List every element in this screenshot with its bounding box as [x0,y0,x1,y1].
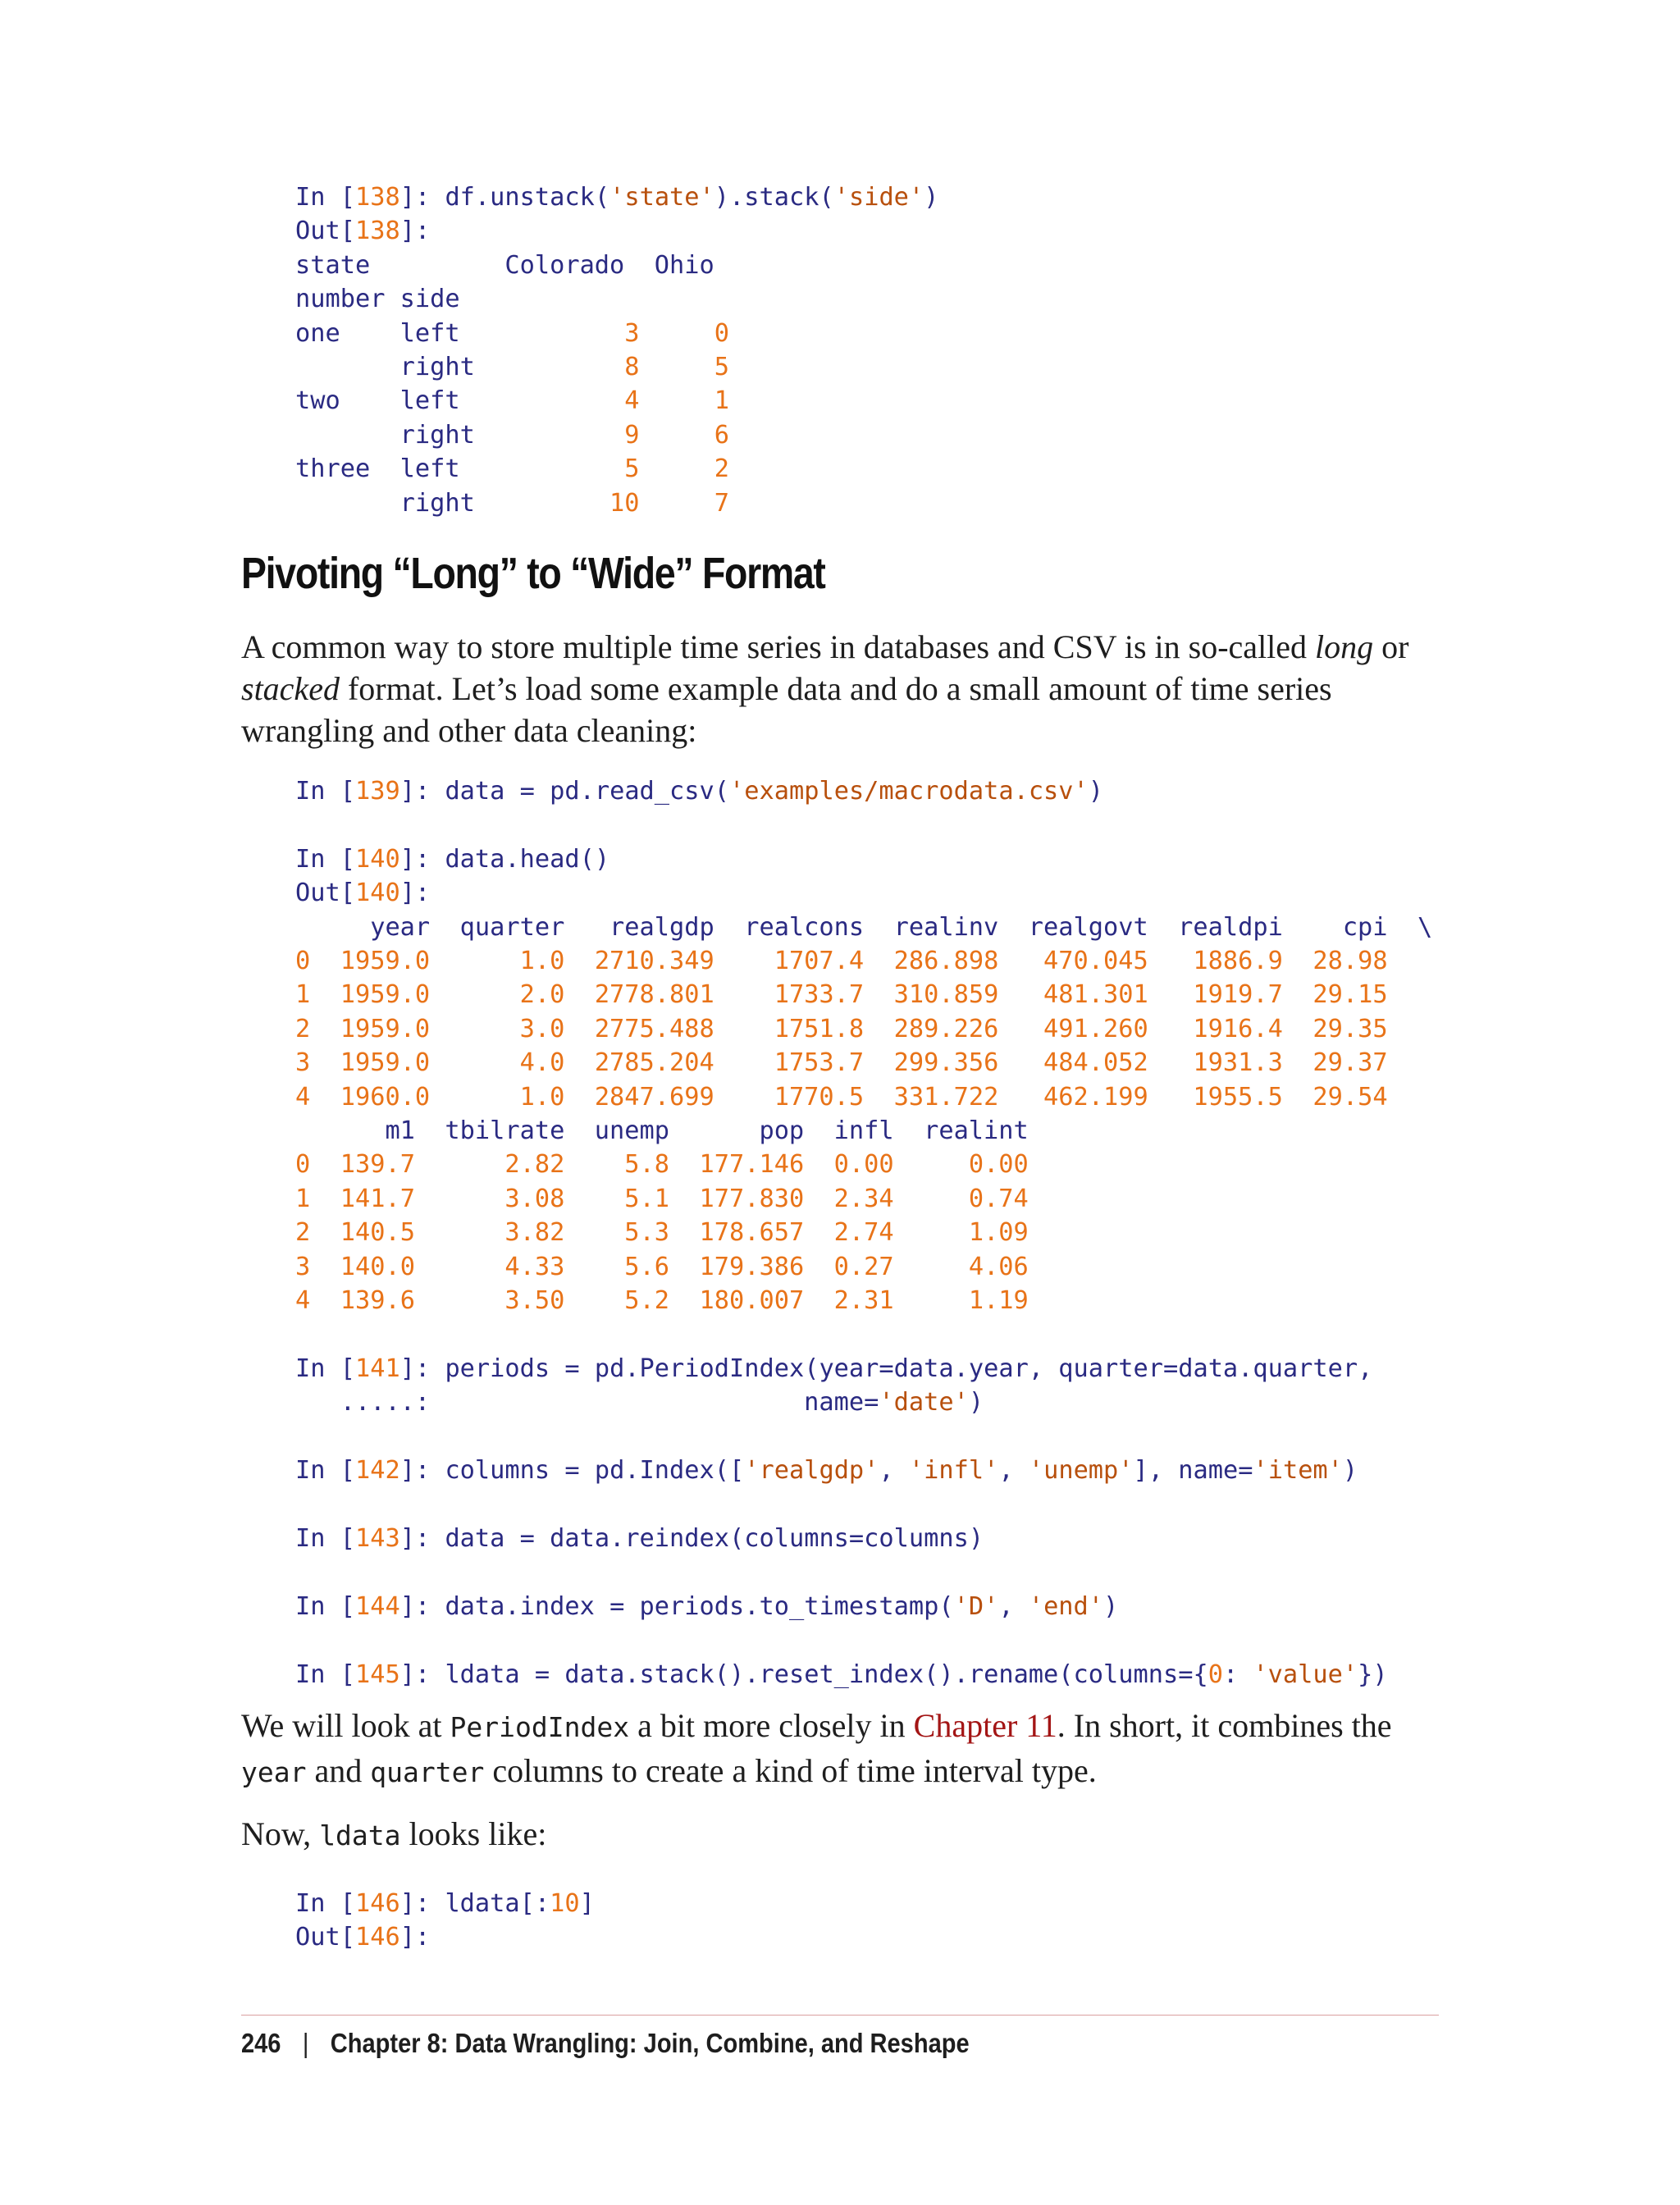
ldata-paragraph: Now, ldata looks like: [241,1815,547,1852]
inline-code-periodindex: PeriodIndex [450,1711,630,1743]
footer-rule [241,2015,1439,2016]
output-header: state Colorado Ohio [295,250,714,280]
code-line-140: In [140]: data.head() [295,844,610,874]
periodindex-paragraph: We will look at PeriodIndex a bit more closely in Chapter 11. In short, it combines the year and quarter columns to create a kind of time interval type. [241,1707,1392,1789]
code-line-141: In [141]: periods = pd.PeriodIndex(year=data.year, quarter=data.quarter, [295,1354,1373,1383]
code-line-144: In [144]: data.index = periods.to_timestamp('D', 'end') [295,1591,1119,1621]
output-row: 1 141.7 3.08 5.1 177.830 2.34 0.74 [295,1184,1029,1213]
output-row: two left 4 1 [295,386,729,416]
code-block-139-145 [295,774,1432,1691]
chapter-title: Chapter 8: Data Wrangling: Join, Combine, and Reshape [330,2028,970,2058]
section-heading: Pivoting “Long” to “Wide” Format [241,549,825,598]
output-row: 0 139.7 2.82 5.8 177.146 0.00 0.00 [295,1150,1029,1180]
emphasis-stacked: stacked [241,670,340,707]
output-row: 0 1959.0 1.0 2710.349 1707.4 286.898 470.045 1886.9 28.98 [295,947,1388,976]
output-header: number side [295,285,460,314]
page-footer [241,2028,970,2059]
code-line-146: In [146]: ldata[:10] [295,1889,595,1918]
code-line-141-continuation: .....: name='date') [295,1388,984,1418]
output-row: 3 140.0 4.33 5.6 179.386 0.27 4.06 [295,1252,1029,1281]
output-header: m1 tbilrate unemp pop infl realint [295,1116,1029,1146]
code-line-143: In [143]: data = data.reindex(columns=columns) [295,1523,984,1553]
output-row: 2 1959.0 3.0 2775.488 1751.8 289.226 491.260 1916.4 29.35 [295,1014,1388,1043]
output-row: right 9 6 [295,420,729,450]
page-number: 246 [241,2028,281,2058]
output-header: year quarter realgdp realcons realinv realgovt realdpi cpi \ [295,912,1433,942]
output-row: one left 3 0 [295,318,729,348]
output-prompt: Out[146]: [295,1923,431,1952]
output-row: 3 1959.0 4.0 2785.204 1753.7 299.356 484.052 1931.3 29.37 [295,1048,1388,1078]
code-line-142: In [142]: columns = pd.Index(['realgdp', 'infl', 'unemp'], name='item') [295,1456,1358,1486]
inline-code-year: year [241,1756,307,1788]
code-block-138 [295,180,938,520]
emphasis-long: long [1315,628,1374,665]
inline-code-ldata: ldata [319,1819,401,1851]
output-row: 1 1959.0 2.0 2778.801 1733.7 310.859 481.301 1919.7 29.15 [295,980,1388,1010]
footer-separator: | [302,2028,309,2058]
code-line-139: In [139]: data = pd.read_csv('examples/macrodata.csv') [295,777,1104,806]
code-block-146 [295,1887,595,1955]
output-prompt: Out[140]: [295,879,431,908]
output-row: 2 140.5 3.82 5.3 178.657 2.74 1.09 [295,1218,1029,1248]
output-row: 4 139.6 3.50 5.2 180.007 2.31 1.19 [295,1286,1029,1316]
output-row: three left 5 2 [295,454,729,484]
output-prompt: Out[138]: [295,217,431,246]
input-code: df.unstack('state').stack('side') [445,183,939,212]
chapter-11-link[interactable]: Chapter 11 [913,1707,1057,1744]
output-row: 4 1960.0 1.0 2847.699 1770.5 331.722 462.199 1955.5 29.54 [295,1082,1388,1112]
output-row: right 10 7 [295,488,729,518]
intro-paragraph: A common way to store multiple time series in databases and CSV is in so-called long or stacked format. Let’s load some example data and do a small amount of time series wrangling and other data cleaning: [241,628,1409,749]
inline-code-quarter: quarter [370,1756,485,1788]
output-row: right 8 5 [295,353,729,382]
input-prompt: In [138]: [295,183,445,212]
code-line-145: In [145]: ldata = data.stack().reset_index().rename(columns={0: 'value'}) [295,1659,1388,1689]
